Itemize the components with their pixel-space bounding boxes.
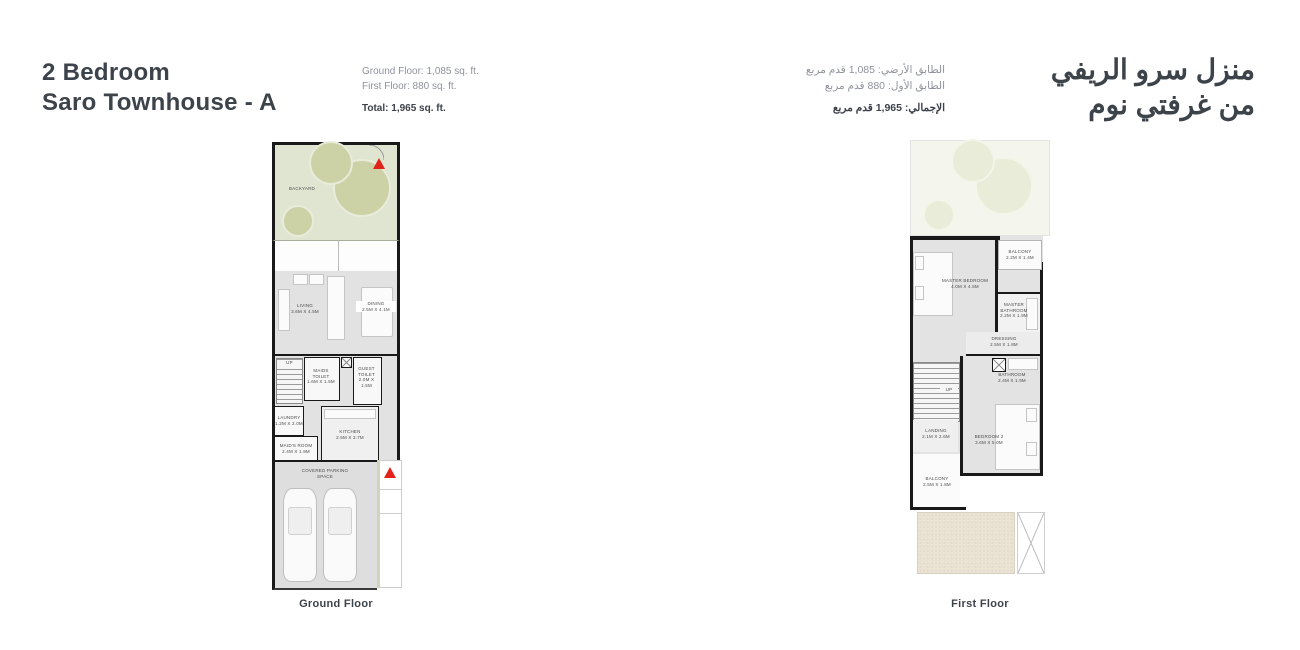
path-divider: [380, 489, 401, 490]
tree-icon: [282, 205, 314, 237]
armchair: [293, 274, 308, 285]
shaft-x-icon: [342, 358, 351, 367]
living-dining-area: [272, 271, 400, 354]
shaft-box: [341, 357, 352, 368]
bathroom: [972, 356, 1040, 396]
page-title-line1: 2 Bedroom: [42, 59, 171, 86]
vanity: [1008, 358, 1038, 370]
page-title-arabic: [1051, 52, 1255, 122]
master-bedroom: [913, 240, 995, 332]
room-label-guest-toilet: GUEST TOILET 2.0M X 1.5M: [358, 366, 375, 388]
tree-icon: [923, 199, 955, 231]
roof-terrace-sand: [917, 512, 1015, 574]
stat-first-floor-ar: الطابق الأول: 880 قدم مربع: [824, 80, 945, 92]
door-arc: [369, 145, 384, 160]
void-x-icon: [1018, 513, 1044, 573]
stat-total-en: Total: 1,965 sq. ft.: [362, 103, 446, 114]
page-title-arabic-line1: منزل سرو الريفي: [1050, 54, 1255, 85]
maids-room: [275, 436, 318, 461]
room-label-kitchen: KITCHEN 2.5M X 3.7M: [336, 429, 364, 440]
pillow: [1026, 408, 1037, 422]
tv-unit: [327, 276, 345, 340]
kitchen-counter: [324, 409, 376, 419]
terrace-divider: [338, 241, 339, 271]
bedroom-2: [963, 396, 1040, 473]
service-area: [272, 354, 400, 462]
wall: [910, 507, 966, 510]
backyard-area: [272, 142, 400, 240]
entry-arrow-icon: [384, 467, 396, 478]
page-title: [42, 58, 277, 118]
tree-icon: [951, 139, 995, 183]
terrace-area: [272, 240, 400, 272]
car-icon: [283, 488, 317, 582]
pillow: [915, 256, 924, 270]
kitchen-room: [321, 406, 379, 461]
room-label-laundry: LAUNDRY 1.2M X 2.0M: [275, 415, 303, 426]
master-bathroom: [998, 292, 1040, 334]
room-label-master-bedroom: MASTER BEDROOM 4.0M X 4.5M: [941, 278, 989, 289]
maids-toilet-room: [304, 357, 340, 401]
first-floor-plan: [910, 140, 1050, 577]
garden-faded-area: [910, 140, 1050, 236]
room-label-bathroom: BATHROOM 2.4M X 1.9M: [998, 372, 1026, 383]
stairs: [276, 358, 303, 404]
laundry-room: [275, 406, 304, 436]
car-windshield: [288, 507, 312, 535]
car-icon: [323, 488, 357, 582]
dressing-room: [966, 332, 1040, 356]
entry-path: [377, 460, 402, 588]
room-label-maids-toilet: MAIDS TOILET 1.6M X 1.5M: [307, 368, 335, 385]
guest-toilet-room: [353, 357, 382, 405]
pillow: [1026, 442, 1037, 456]
room-label-balcony-top: BALCONY 2.2M X 1.4M: [1006, 249, 1034, 260]
car-windshield: [328, 507, 352, 535]
pillow: [915, 286, 924, 300]
stairs-up-label: UP: [277, 360, 302, 366]
path-divider: [380, 513, 401, 514]
room-label-dining: DINING 2.5M X 4.1M: [356, 301, 396, 312]
balcony-top: [998, 240, 1042, 270]
ground-floor-plan: [272, 142, 400, 588]
stat-total-ar: الإجمالي: 1,965 قدم مربع: [832, 102, 945, 114]
stat-ground-floor-ar: الطابق الأرضي: 1,085 قدم مربع: [805, 64, 945, 76]
stat-first-floor-en: First Floor: 880 sq. ft.: [362, 81, 457, 92]
page-title-arabic-line2: من غرفتي نوم: [1088, 89, 1255, 120]
balcony-bottom: [913, 454, 960, 507]
area-stats-ar: [806, 62, 945, 116]
armchair: [309, 274, 324, 285]
room-label-dressing: DRESSING 2.5M X 1.8M: [990, 336, 1018, 347]
stat-ground-floor-en: Ground Floor: 1,085 sq. ft.: [362, 66, 479, 77]
wall: [1040, 262, 1043, 476]
tree-icon: [309, 141, 353, 185]
void-open-below: [1017, 512, 1045, 574]
page-title-line2: Saro Townhouse - A: [42, 89, 277, 116]
room-label-living: LIVING 3.6M X 4.5M: [291, 303, 319, 314]
room-label-maids-room: MAID'S ROOM 2.4M X 1.9M: [279, 443, 313, 454]
wall: [963, 473, 1043, 476]
stairs-up-label: UP: [940, 387, 958, 393]
room-label-balcony-bottom: BALCONY 2.5M X 1.8M: [923, 476, 951, 487]
parking-area: [272, 460, 377, 590]
area-stats-en: [362, 64, 479, 116]
stairs: [913, 362, 960, 422]
room-label-master-bathroom: MASTER BATHROOM 2.2M X 1.9M: [1000, 302, 1028, 319]
first-floor-caption: First Floor: [951, 598, 1009, 610]
ground-floor-caption: Ground Floor: [299, 598, 373, 610]
room-label-bedroom-2: BEDROOM 2 3.6M X 5.0M: [974, 434, 1004, 445]
room-label-backyard: BACKYARD: [288, 186, 316, 191]
landing: [913, 420, 958, 452]
room-label-parking: COVERED PARKING SPACE: [301, 468, 349, 479]
room-label-landing: LANDING 2.1M X 2.6M: [922, 428, 950, 439]
